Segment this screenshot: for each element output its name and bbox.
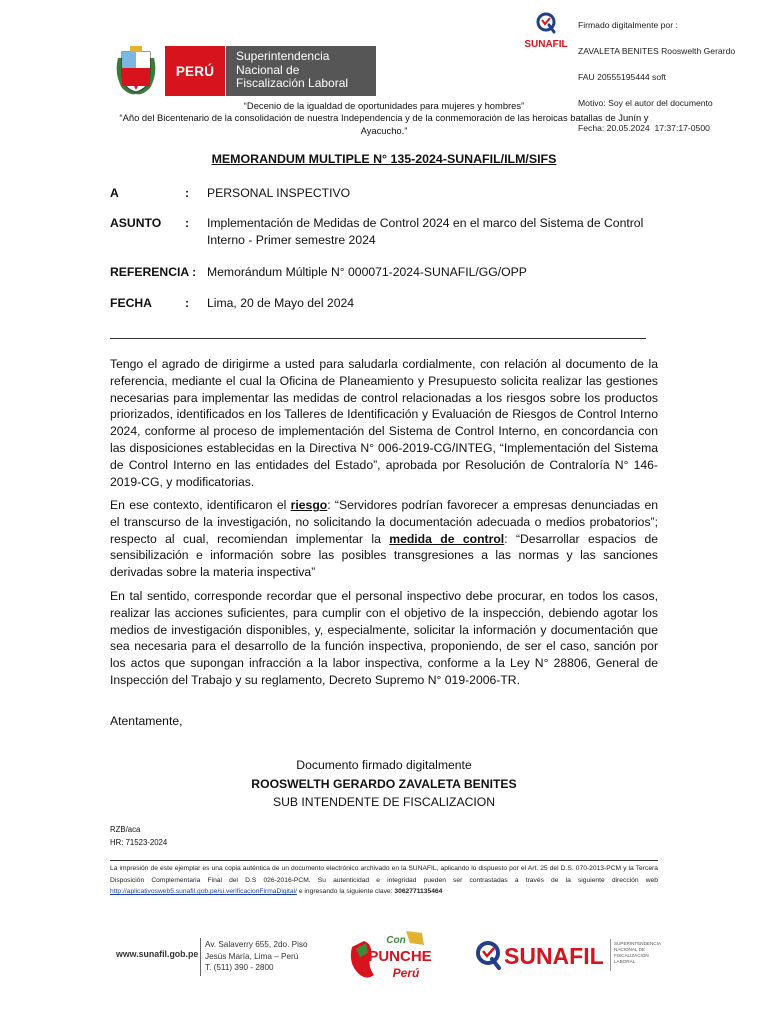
field-date-value: Lima, 20 de Mayo del 2024 — [207, 296, 355, 310]
address-divider — [200, 938, 201, 976]
campaign-line: Con — [386, 935, 406, 946]
initials-reference: RZB/aca — [110, 825, 141, 834]
riesgo-term: riesgo — [290, 498, 328, 512]
field-colon: : — [185, 216, 190, 230]
campaign-line: Perú — [392, 966, 420, 980]
body-paragraph-3: En tal sentido, corresponde recordar que el personal inspectivo debe procurar, en todos los casos, realizar las acciones suficientes, para cumplir con el objetivo de la inspección, debiendo agotar los medios de investigación disponibles, y, especialmente, solicitar la información y documentación que sea necesaria para el desarrollo de la función inspectiva, proponiendo, de ser el caso, sanción por los actos que supongan infracción a la labor inspectiva, conforme a la Ley N° 28806, General de Inspección del Trabajo y su reglamento, Decreto Supremo N° 019-2006-TR. — [110, 589, 658, 687]
address-line: Jesús María, Lima – Perú — [205, 951, 299, 961]
medida-control-term: medida de control — [389, 531, 505, 546]
authenticity-notice — [110, 863, 658, 898]
institution-name-line: Nacional de — [236, 62, 300, 77]
year-motto: “Año del Bicentenario de la consolidación de nuestra Independencia y de la conmemoración de las heroicas batallas de Junín y Ayacucho.” — [119, 112, 649, 136]
field-to-value: PERSONAL INSPECTIVO — [207, 186, 351, 200]
stamp-line: Motivo: Soy el autor del documento — [578, 97, 713, 108]
institution-name-line: Superintendencia — [236, 49, 330, 63]
body-paragraph-1: Tengo el agrado de dirigirme a usted para saludarla cordialmente, con relación al documento de la referencia, mediante el cual la Oficina de Planeamiento y Presupuesto solicita realizar las gestiones necesarias para implementar las medidas de control relacionadas a los riesgos sobre los productos priorizados, identificados en los Talleres de Identificación y Evaluación de Riesgos de Control Interno 2024, conforme al proceso de implementación del Sistema de Control Interno, en concordancia con las disposiciones establecidas en la Directiva N° 006-2019-CG/INTEG, “Implementación del Sistema de Control Interno en las entidades del Estado”, aprobada por Resolución de Contraloría N° 146-2019-CG, y modificatorias. — [110, 357, 658, 489]
con-punche-peru-logo — [344, 927, 438, 985]
notice-text: La impresión de este ejemplar es una copia auténtica de un documento electrónico archivado en la SUNAFIL, aplicando lo dispuesto por el Art. 25 del D.S. 070-2013-PCM y la Tercera Disposición Complementaria Final del D.S 026-2016-PCM. Su autenticidad e integridad pueden ser contrastadas a través de la siguiente dirección web — [110, 865, 658, 884]
field-colon: : — [185, 186, 190, 200]
digital-signature-stamp — [520, 4, 765, 134]
footer-separator — [110, 860, 658, 861]
institution-name — [236, 50, 348, 91]
logo-subtext: FISCALIZACIÓN — [614, 953, 649, 958]
memo-title: MEMORANDUM MULTIPLE N° 135-2024-SUNAFIL/ILM/SIFS — [211, 152, 557, 166]
field-subject-label: ASUNTO — [110, 216, 162, 230]
sunafil-footer-logo-text: SUNAFIL — [504, 943, 604, 969]
notice-text: e ingresando la siguiente clave: — [296, 888, 395, 895]
signer-name: ROOSWELTH GERARDO ZAVALETA BENITES — [251, 777, 517, 791]
verification-link[interactable]: http://aplicativosweb5.sunafil.gob.pe/si.verificacionFirmaDigital/ — [110, 888, 297, 895]
sunafil-seal-icon — [520, 6, 572, 50]
logo-subtext: NACIONAL DE — [614, 947, 645, 952]
field-to-label: A — [110, 186, 119, 200]
verification-key: 3062771135464 — [394, 888, 443, 895]
address-block — [205, 939, 308, 974]
institution-header-logo — [112, 44, 376, 98]
stamp-line: Fecha: 20.05.2024 17:37:17-0500 — [578, 123, 710, 134]
address-line: Av. Salaverry 655, 2do. Piso — [205, 940, 308, 949]
stamp-line: ZAVALETA BENITES Rooswelth Gerardo — [578, 45, 736, 56]
p2-text: En ese contexto, identificaron el — [110, 498, 291, 512]
website-link[interactable]: www.sunafil.gob.pe — [116, 949, 199, 959]
field-colon: : — [185, 296, 190, 310]
stamp-line: FAU 20555195444 soft — [578, 71, 666, 82]
peru-label: PERÚ — [175, 63, 215, 79]
logo-subtext: SUPERINTENDENCIA — [614, 941, 661, 946]
separator-line — [110, 338, 646, 339]
sunafil-seal-text: SUNAFIL — [524, 39, 568, 50]
sunafil-footer-logo — [472, 933, 662, 981]
field-reference-label: REFERENCIA : — [110, 265, 197, 279]
campaign-line: PUNCHE — [368, 948, 432, 965]
closing-salutation: Atentamente, — [110, 714, 183, 728]
p2-text: : “Desarrollar espacios de sensibilización e información sobre las posibles transgresiones a las normas y las sanciones derivadas sobre la materia inspectiva” — [110, 531, 659, 580]
signature-note: Documento firmado digitalmente — [296, 758, 472, 772]
address-line: T. (511) 390 - 2800 — [205, 963, 274, 972]
institution-name-line: Fiscalización Laboral — [236, 76, 349, 91]
field-subject-value: Implementación de Medidas de Control 2024 en el marco del Sistema de Control Interno - Primer semestre 2024 — [207, 216, 644, 247]
field-reference-value: Memorándum Múltiple N° 000071-2024-SUNAFIL/GG/OPP — [207, 265, 527, 279]
logo-subtext: LABORAL — [614, 959, 636, 964]
p2-text: : “Servidores podrían favorecer a empresas denunciadas en el transcurso de la investigación, no solicitando la documentación adecuada o medios probatorios”; respecto al cual, recomiendan implementar la — [110, 498, 658, 546]
stamp-line: Firmado digitalmente por : — [578, 20, 678, 31]
peru-coat-of-arms-icon — [112, 44, 160, 98]
hr-reference: HR: 71523-2024 — [110, 838, 168, 847]
decade-motto: “Decenio de la igualdad de oportunidades para mujeres y hombres” — [243, 100, 525, 111]
field-date-label: FECHA — [110, 296, 152, 310]
signer-role: SUB INTENDENTE DE FISCALIZACION — [272, 795, 496, 809]
body-paragraph-2 — [110, 497, 658, 581]
